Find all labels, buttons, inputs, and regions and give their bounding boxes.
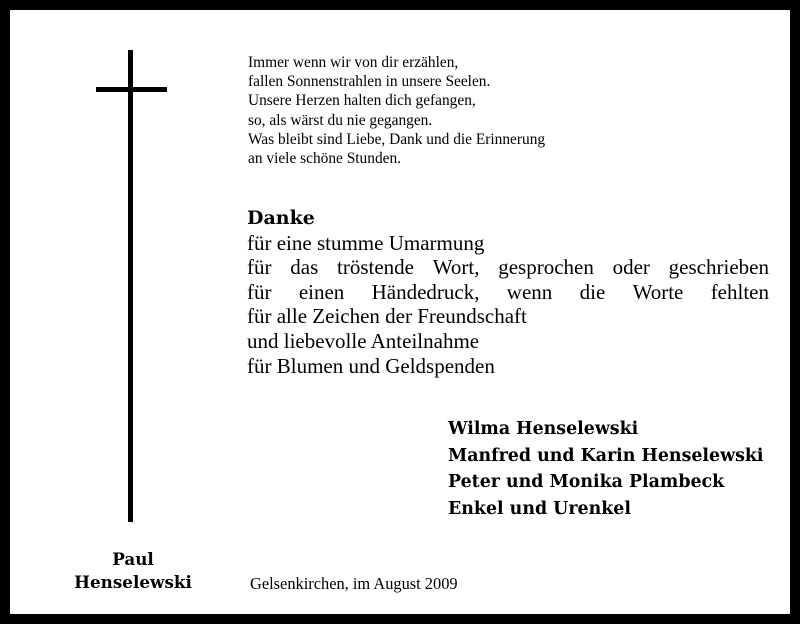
thanks-line: und liebevolle Anteilnahme bbox=[247, 328, 480, 353]
thanks-word: Worte bbox=[632, 279, 684, 304]
poem-line: fallen Sonnenstrahlen in unsere Seelen. bbox=[248, 73, 491, 91]
thanks-word: wenn bbox=[506, 279, 553, 304]
thanks-word: für bbox=[247, 255, 272, 280]
thanks-word: das bbox=[290, 255, 319, 280]
thanks-word: Händedruck, bbox=[371, 279, 480, 304]
poem-line: Was bleibt sind Liebe, Dank und die Erinnerung bbox=[248, 130, 546, 148]
deceased-last-name: Henselewski bbox=[74, 572, 192, 592]
place-and-date: Gelsenkirchen, im August 2009 bbox=[250, 574, 458, 593]
thanks-word: gesprochen bbox=[498, 255, 594, 280]
thanks-line: für Blumen und Geldspenden bbox=[247, 353, 495, 378]
thanks-line-justified bbox=[247, 280, 769, 305]
thanks-word: tröstende bbox=[337, 255, 414, 280]
thanks-word: für bbox=[247, 279, 272, 304]
thanks-line-justified bbox=[247, 255, 769, 280]
signer-name: Enkel und Urenkel bbox=[448, 498, 631, 519]
signer-name: Manfred und Karin Henselewski bbox=[448, 445, 764, 466]
poem-line: Immer wenn wir von dir erzählen, bbox=[248, 54, 459, 71]
signer-name: Peter und Monika Plambeck bbox=[448, 472, 725, 493]
thanks-title: Danke bbox=[247, 207, 315, 229]
signer-name: Wilma Henselewski bbox=[448, 419, 639, 439]
thanks-word: die bbox=[579, 279, 606, 304]
thanks-section bbox=[247, 206, 769, 378]
signers-list bbox=[448, 416, 788, 522]
thanks-line: für alle Zeichen der Freundschaft bbox=[247, 304, 527, 329]
cross-icon-horizontal-bar bbox=[96, 87, 167, 92]
thanks-word: geschrieben bbox=[668, 255, 769, 280]
cross-icon-vertical-bar bbox=[128, 50, 133, 522]
poem-line: Unsere Herzen halten dich gefangen, bbox=[248, 92, 476, 110]
poem-line: so, als wärst du nie gegangen. bbox=[248, 111, 433, 129]
thanks-word: Wort, bbox=[432, 255, 480, 280]
thanks-word: fehlten bbox=[710, 279, 769, 304]
thanks-word: einen bbox=[298, 279, 345, 304]
poem-line: an viele schöne Stunden. bbox=[248, 150, 402, 168]
deceased-name bbox=[58, 548, 208, 594]
memorial-poem bbox=[248, 53, 668, 168]
thanks-word: oder bbox=[612, 255, 650, 280]
deceased-first-name: Paul bbox=[112, 549, 154, 569]
thanks-line: für eine stumme Umarmung bbox=[247, 230, 485, 255]
